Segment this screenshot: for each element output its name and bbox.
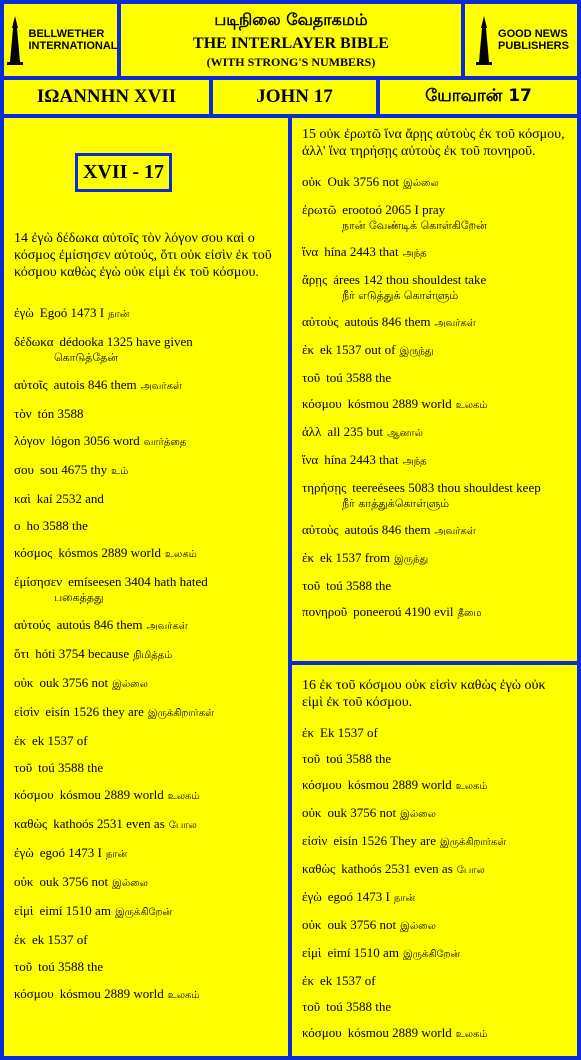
title-block	[121, 4, 461, 76]
greek-word: εἰμὶ	[14, 903, 34, 918]
word-entry	[302, 777, 569, 795]
word-entry	[14, 574, 280, 606]
translit-strongs-gloss: toú 3588 the	[38, 959, 104, 974]
tamil-title: படிநிலை வேதாகமம்	[214, 10, 368, 29]
word-entry	[302, 917, 569, 935]
translit-strongs-gloss: ek 1537 from	[320, 550, 391, 565]
translit-strongs-gloss: autoús 846 them	[56, 617, 143, 632]
translit-strongs-gloss: Egoó 1473 I	[39, 305, 105, 320]
word-entry	[14, 433, 280, 451]
translit-strongs-gloss: hína 2443 that	[324, 452, 399, 467]
right-bottom-column	[292, 665, 577, 1056]
verse-14: 14 ἐγὼ δέδωκα αὐτοῖς τὸν λόγον σου καὶ ο κόσμος ἐμίσησεν αὐτούς, ὅτι οὐκ εἰσὶν ἐκ τοῦ κόσμου καθὼς ἐγὼ οὐκ εἰμὶ ἐκ τοῦ κόσμου.	[14, 231, 272, 280]
word-entry	[302, 272, 569, 304]
chapter-box: XVII - 17	[75, 153, 172, 192]
greek-word: ἐκ	[302, 550, 315, 565]
translit-strongs-gloss: poneeroú 4190 evil	[353, 604, 454, 619]
translit-strongs-gloss: Ouk 3756 not	[327, 174, 399, 189]
translit-strongs-gloss: tón 3588	[37, 406, 84, 421]
word-entry	[14, 874, 280, 892]
translit-strongs-gloss: dédooka 1325 have given	[59, 334, 193, 349]
greek-word: ἐγὼ	[14, 305, 34, 320]
translit-strongs-gloss: ouk 3756 not	[327, 805, 397, 820]
translit-strongs-gloss: toú 3588 the	[326, 370, 392, 385]
word-entry	[14, 959, 280, 975]
page-subtitle: (WITH STRONG'S NUMBERS)	[206, 55, 376, 69]
word-entry	[302, 889, 569, 907]
translit-strongs-gloss: eisín 1526 they are	[45, 704, 144, 719]
tamil-gloss: அவர்கள்	[146, 621, 188, 632]
bellwether-logo	[4, 4, 117, 76]
greek-word: κόσμου	[14, 986, 54, 1001]
translit-strongs-gloss: kósmou 2889 world	[347, 777, 452, 792]
greek-word: κόσμου	[14, 787, 54, 802]
tamil-gloss: அந்த	[402, 456, 427, 467]
greek-word: πονηροῦ	[302, 604, 348, 619]
word-entry	[302, 424, 569, 442]
word-entry	[14, 377, 280, 395]
translit-strongs-gloss: teereésees 5083 thou shouldest keep	[352, 480, 541, 495]
word-entry	[302, 370, 569, 386]
ref-tamil: யோவான் 17	[380, 80, 577, 114]
tamil-gloss: போல	[456, 865, 485, 876]
word-entry	[302, 342, 569, 360]
left-word-list	[14, 305, 280, 1004]
translit-strongs-gloss: kaí 2532 and	[36, 491, 104, 506]
word-entry	[302, 861, 569, 879]
translit-strongs-gloss: eisín 1526 They are	[333, 833, 436, 848]
tamil-gloss: இல்லை	[400, 921, 436, 932]
word-entry	[302, 833, 569, 851]
word-entry	[302, 244, 569, 262]
greek-word: ἐρωτῶ	[302, 202, 337, 217]
tamil-gloss: இருந்து	[394, 554, 429, 565]
translit-strongs-gloss: árees 142 thou shouldest take	[333, 272, 487, 287]
greek-word: καθὼς	[14, 816, 48, 831]
greek-word: τοῦ	[302, 751, 321, 766]
tamil-gloss: நான்	[108, 309, 130, 320]
greek-word: αὐτούς	[14, 617, 51, 632]
translit-strongs-gloss: emíseesen 3404 hath hated	[68, 574, 208, 589]
tamil-gloss: உலகம்	[455, 781, 488, 792]
greek-word: αὐτοὺς	[302, 314, 339, 329]
translit-strongs-gloss: lógon 3056 word	[50, 433, 140, 448]
translit-strongs-gloss: egoó 1473 I	[39, 845, 102, 860]
tamil-gloss: அவர்கள்	[140, 381, 182, 392]
translit-strongs-gloss: toú 3588 the	[326, 751, 392, 766]
word-entry	[302, 314, 569, 332]
right-bottom-word-list	[302, 725, 569, 1043]
tamil-gloss: பகைத்தது	[54, 591, 104, 604]
greek-word: ο	[14, 518, 21, 533]
good-news-logo	[465, 4, 577, 76]
word-entry	[302, 1025, 569, 1043]
word-entry	[14, 617, 280, 635]
greek-word: καὶ	[14, 491, 31, 506]
word-entry	[14, 816, 280, 834]
tamil-gloss: உலகம்	[455, 1029, 488, 1040]
greek-word: ὅτι	[14, 646, 30, 661]
greek-word: κόσμου	[302, 1025, 342, 1040]
logo-right-line1: GOOD NEWS	[498, 28, 568, 40]
word-entry	[302, 174, 569, 192]
tamil-gloss: நீர் காத்துக்கொள்ளும்	[342, 497, 450, 510]
greek-word: λόγον	[14, 433, 45, 448]
greek-word: αὐτοῖς	[14, 377, 48, 392]
tamil-gloss: இல்லை	[112, 878, 148, 889]
tamil-gloss: போல	[168, 820, 197, 831]
greek-word: ἐκ	[302, 342, 315, 357]
logo-left-line2: INTERNATIONAL	[28, 40, 118, 52]
greek-word: ἐγὼ	[302, 889, 322, 904]
greek-word: οὐκ	[14, 675, 34, 690]
word-entry	[302, 202, 569, 234]
translit-strongs-gloss: ouk 3756 not	[39, 874, 109, 889]
word-entry	[14, 518, 280, 534]
greek-word: οὐκ	[302, 917, 322, 932]
right-top-column	[292, 118, 577, 661]
tamil-gloss: உலகம்	[167, 791, 200, 802]
tamil-gloss: உலகம்	[164, 549, 197, 560]
translit-strongs-gloss: kósmou 2889 world	[59, 986, 164, 1001]
greek-word: εἰσὶν	[14, 704, 40, 719]
greek-word: τὸν	[14, 406, 32, 421]
greek-word: ἐμίσησεν	[14, 574, 63, 589]
greek-word: ἐκ	[302, 725, 315, 740]
greek-word: τοῦ	[302, 578, 321, 593]
word-entry	[14, 787, 280, 805]
translit-strongs-gloss: hóti 3754 because	[35, 646, 130, 661]
greek-word: τοῦ	[302, 370, 321, 385]
tamil-gloss: அந்த	[402, 248, 427, 259]
word-entry	[302, 999, 569, 1015]
translit-strongs-gloss: kósmos 2889 world	[58, 545, 161, 560]
word-entry	[14, 646, 280, 664]
greek-word: εἰμὶ	[302, 945, 322, 960]
tamil-gloss: நான்	[393, 893, 416, 904]
tamil-gloss: அவர்கள்	[434, 318, 476, 329]
word-entry	[302, 725, 569, 741]
word-entry	[302, 396, 569, 414]
translit-strongs-gloss: sou 4675 thy	[39, 462, 108, 477]
translit-strongs-gloss: all 235 but	[327, 424, 384, 439]
tamil-gloss: இருக்கிறார்கள்	[147, 708, 215, 719]
verse-15: 15 οὐκ ἐρωτῶ ἵνα ἄρῃς αὐτοὺς ἐκ τοῦ κόσμου, ἀλλ' ἵνα τηρήσῃς αὐτοὺς ἐκ τοῦ πονηροῦ.	[302, 127, 565, 159]
tamil-gloss: இல்லை	[400, 809, 436, 820]
word-entry	[302, 604, 569, 622]
word-entry	[14, 545, 280, 563]
greek-word: ἵνα	[302, 244, 319, 259]
ref-greek: IΩANNHN XVII	[4, 80, 209, 114]
greek-word: οὐκ	[302, 174, 322, 189]
translit-strongs-gloss: egoó 1473 I	[327, 889, 390, 904]
tamil-gloss: உம்	[111, 466, 129, 477]
translit-strongs-gloss: hína 2443 that	[324, 244, 399, 259]
tamil-gloss: கொடுத்தேன்	[54, 351, 118, 364]
tamil-gloss: இல்லை	[112, 679, 148, 690]
translit-strongs-gloss: ek 1537 of	[32, 932, 88, 947]
translit-strongs-gloss: ho 3588 the	[26, 518, 88, 533]
translit-strongs-gloss: autoús 846 them	[344, 522, 431, 537]
greek-word: τηρήσῃς	[302, 480, 347, 495]
greek-word: ἄρῃς	[302, 272, 328, 287]
logo-left-line1: BELLWETHER	[28, 28, 105, 40]
tamil-gloss: வார்த்தை	[143, 437, 187, 448]
word-entry	[14, 845, 280, 863]
greek-word: κόσμου	[302, 777, 342, 792]
word-entry	[302, 578, 569, 594]
tamil-gloss: ஆனால்	[387, 428, 423, 439]
greek-word: ἀλλ	[302, 424, 322, 439]
greek-word: οὐκ	[302, 805, 322, 820]
greek-word: ἐκ	[302, 973, 315, 988]
word-entry	[14, 932, 280, 948]
tamil-gloss: இருக்கிறேன்	[114, 907, 173, 918]
translit-strongs-gloss: kósmou 2889 world	[59, 787, 164, 802]
tamil-gloss: நிமித்தம்	[133, 650, 173, 661]
right-top-word-list	[302, 174, 569, 622]
logo-right-line2: PUBLISHERS	[498, 40, 569, 52]
greek-word: καθὼς	[302, 861, 336, 876]
word-entry	[14, 491, 280, 507]
tamil-gloss: அவர்கள்	[434, 526, 476, 537]
translit-strongs-gloss: toú 3588 the	[326, 578, 392, 593]
tamil-gloss: இல்லை	[403, 178, 439, 189]
word-entry	[302, 480, 569, 512]
tamil-gloss: இருக்கிறார்கள்	[440, 837, 507, 848]
greek-word: τοῦ	[302, 999, 321, 1014]
tamil-gloss: நான்	[105, 849, 128, 860]
word-entry	[14, 675, 280, 693]
translit-strongs-gloss: ek 1537 out of	[320, 342, 396, 357]
greek-word: αὐτοὺς	[302, 522, 339, 537]
translit-strongs-gloss: toú 3588 the	[326, 999, 392, 1014]
word-entry	[14, 305, 280, 323]
translit-strongs-gloss: toú 3588 the	[38, 760, 104, 775]
greek-word: κόσμος	[14, 545, 53, 560]
word-entry	[302, 973, 569, 989]
greek-word: ἵνα	[302, 452, 319, 467]
tamil-gloss: உலகம்	[167, 990, 200, 1001]
word-entry	[14, 733, 280, 749]
greek-word: σου	[14, 462, 34, 477]
translit-strongs-gloss: autois 846 them	[53, 377, 137, 392]
word-entry	[14, 462, 280, 480]
word-entry	[302, 452, 569, 470]
word-entry	[14, 334, 280, 366]
translit-strongs-gloss: ek 1537 of	[320, 973, 376, 988]
tamil-gloss: தீமை	[457, 608, 482, 619]
word-entry	[14, 903, 280, 921]
word-entry	[302, 751, 569, 767]
tower-icon	[473, 14, 495, 66]
translit-strongs-gloss: kósmou 2889 world	[347, 396, 452, 411]
word-entry	[14, 760, 280, 776]
greek-word: κόσμου	[302, 396, 342, 411]
word-entry	[302, 550, 569, 568]
greek-word: τοῦ	[14, 760, 33, 775]
translit-strongs-gloss: kósmou 2889 world	[347, 1025, 452, 1040]
translit-strongs-gloss: Ek 1537 of	[320, 725, 378, 740]
greek-word: ἐκ	[14, 932, 27, 947]
tamil-gloss: இருந்து	[399, 346, 434, 357]
verse-16: 16 ἐκ τοῦ κόσμου οὐκ εἰσὶν καθὼς ἐγὼ οὐκ εἰμὶ ἐκ τοῦ κόσμου.	[302, 678, 546, 710]
left-column	[4, 118, 288, 1056]
tower-icon	[4, 14, 26, 66]
translit-strongs-gloss: erootoó 2065 I pray	[342, 202, 446, 217]
tamil-gloss: இருக்கிறேன்	[402, 949, 461, 960]
tamil-gloss: நான் வேண்டிக் கொள்கிறேன்	[342, 219, 487, 232]
page-title: THE INTERLAYER BIBLE	[193, 35, 389, 52]
word-entry	[14, 704, 280, 722]
word-entry	[302, 522, 569, 540]
greek-word: εἰσὶν	[302, 833, 328, 848]
translit-strongs-gloss: ouk 3756 not	[39, 675, 109, 690]
greek-word: τοῦ	[14, 959, 33, 974]
greek-word: οὐκ	[14, 874, 34, 889]
greek-word: δέδωκα	[14, 334, 54, 349]
translit-strongs-gloss: kathoós 2531 even as	[53, 816, 165, 831]
greek-word: ἐγὼ	[14, 845, 34, 860]
translit-strongs-gloss: autoús 846 them	[344, 314, 431, 329]
word-entry	[14, 406, 280, 422]
translit-strongs-gloss: ek 1537 of	[32, 733, 88, 748]
word-entry	[14, 986, 280, 1004]
word-entry	[302, 945, 569, 963]
translit-strongs-gloss: kathoós 2531 even as	[341, 861, 453, 876]
translit-strongs-gloss: eimí 1510 am	[39, 903, 111, 918]
greek-word: ἐκ	[14, 733, 27, 748]
tamil-gloss: உலகம்	[455, 400, 488, 411]
ref-english: JOHN 17	[213, 80, 376, 114]
translit-strongs-gloss: ouk 3756 not	[327, 917, 397, 932]
word-entry	[302, 805, 569, 823]
translit-strongs-gloss: eimí 1510 am	[327, 945, 399, 960]
tamil-gloss: நீர் எடுத்துக் கொள்ளும்	[342, 289, 459, 302]
